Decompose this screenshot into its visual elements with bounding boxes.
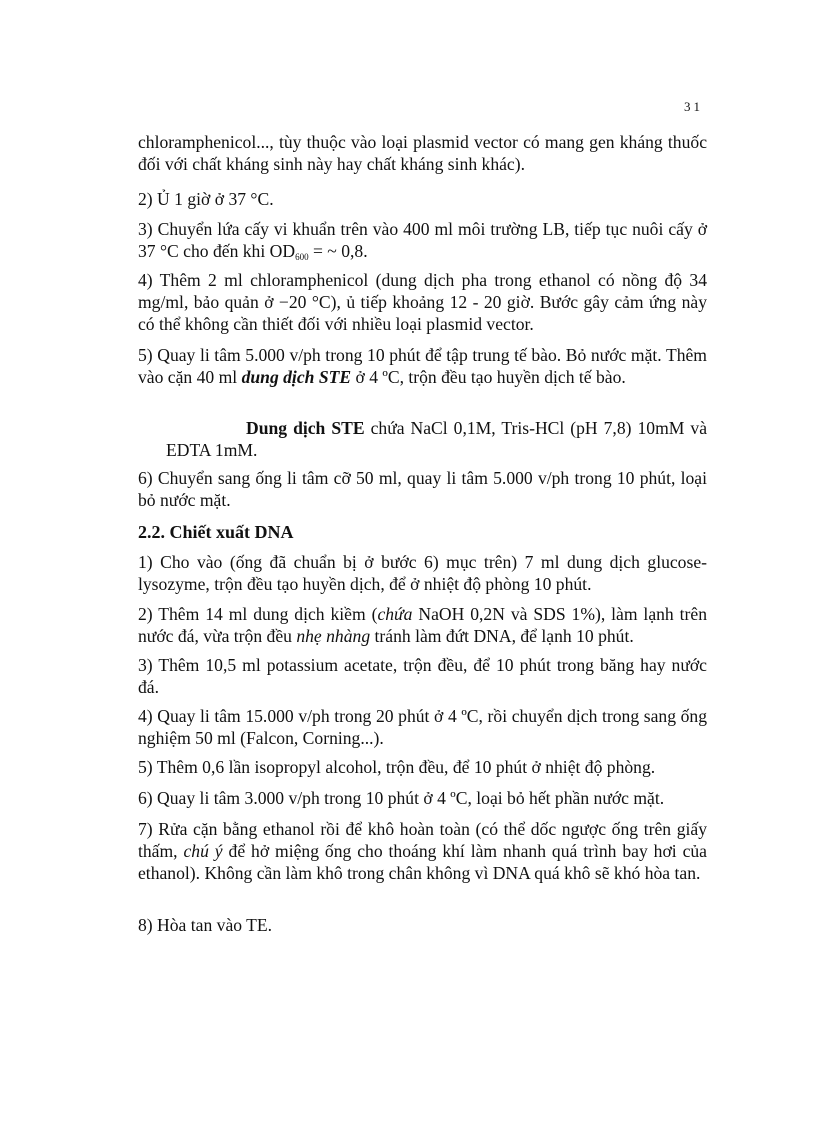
paragraph-text: tránh làm đứt DNA, để lạnh 10 phút. <box>370 626 634 646</box>
paragraph-text: 3) Thêm 10,5 ml potassium acetate, trộn đều, để 10 phút trong băng hay nước đá. <box>138 655 707 697</box>
extract-step-1 <box>138 551 707 595</box>
step-4-chloramphenicol <box>138 269 707 335</box>
paragraph-text: 8) Hòa tan vào TE. <box>138 915 273 935</box>
note-text: chứa NaCl 0,1M, Tris-HCl (pH 7,8) 10mM và EDTA 1mM. <box>166 418 707 460</box>
extract-step-7 <box>138 818 707 884</box>
extract-step-3 <box>138 654 707 698</box>
italic-text: chú ý <box>183 841 223 861</box>
paragraph-text: 6) Quay li tâm 3.000 v/ph trong 10 phút ở 4 ºC, loại bỏ hết phần nước mặt. <box>138 788 665 808</box>
paragraph-text: 5) Quay li tâm 5.000 v/ph trong 10 phút để tập trung tế bào. Bỏ nước mặt. Thêm vào cặn 40 ml <box>138 345 707 387</box>
paragraph-text: để hở miệng ống cho thoáng khí làm nhanh quá trình bay hơi của ethanol). Không cần làm khô trong chân không vì DNA quá khô sẽ khó hòa tan. <box>138 841 707 883</box>
extract-step-4 <box>138 705 707 749</box>
paragraph-text: 6) Chuyển sang ống li tâm cỡ 50 ml, quay li tâm 5.000 v/ph trong 10 phút, loại bỏ nước mặt. <box>138 468 707 510</box>
paragraph-text: 3) Chuyển lứa cấy vi khuẩn trên vào 400 ml môi trường LB, tiếp tục nuôi cấy ở 37 °C cho đến khi OD <box>138 219 707 261</box>
paragraph-text: 7) Rửa cặn bằng ethanol rồi để khô hoàn toàn (có thể dốc ngược ống trên giấy thấm, <box>138 819 707 861</box>
extract-step-8 <box>138 914 707 936</box>
note-term: Dung dịch STE <box>246 418 365 438</box>
paragraph-text: = ~ 0,8. <box>308 241 368 261</box>
section-heading: 2.2. Chiết xuất DNA <box>138 522 294 542</box>
step-6-transfer-tube <box>138 467 707 511</box>
paragraph-text: chloramphenicol..., tùy thuộc vào loại plasmid vector có mang gen kháng thuốc đối với chất kháng sinh này hay chất kháng sinh khác). <box>138 132 707 174</box>
page-number: 31 <box>684 99 703 114</box>
extract-step-6 <box>138 787 707 809</box>
italic-text: nhẹ nhàng <box>296 626 371 646</box>
od-subscript: 600 <box>295 252 309 262</box>
extract-step-5 <box>138 756 707 778</box>
step-5-centrifuge <box>138 344 707 388</box>
ste-solution-note <box>166 417 707 461</box>
paragraph-text: 2) Thêm 14 ml dung dịch kiềm ( <box>138 604 378 624</box>
paragraph-text: 2) Ủ 1 giờ ở 37 °C. <box>138 189 274 209</box>
paragraph-continuation <box>138 131 707 175</box>
step-3-transfer-culture <box>138 218 707 262</box>
paragraph-text: 1) Cho vào (ống đã chuẩn bị ở bước 6) mục trên) 7 ml dung dịch glucose-lysozyme, trộn đều tạo huyền dịch, để ở nhiệt độ phòng 10 phút. <box>138 552 707 594</box>
paragraph-text: 4) Quay li tâm 15.000 v/ph trong 20 phút ở 4 ºC, rồi chuyển dịch trong sang ống nghiệm 50 ml (Falcon, Corning...). <box>138 706 707 748</box>
step-2-incubate <box>138 188 707 210</box>
ste-solution-emphasis: dung dịch STE <box>241 367 352 387</box>
extract-step-2 <box>138 603 707 647</box>
paragraph-text: 5) Thêm 0,6 lần isopropyl alcohol, trộn đều, để 10 phút ở nhiệt độ phòng. <box>138 757 656 777</box>
paragraph-text: 4) Thêm 2 ml chloramphenicol (dung dịch pha trong ethanol có nồng độ 34 mg/ml, bảo quản ở −20 °C), ủ tiếp khoảng 12 - 20 giờ. Bước gây cảm ứng này có thể không cần thiết đối với nhiều loại plasmid vector. <box>138 270 707 334</box>
paragraph-text: NaOH 0,2N và SDS 1%), làm lạnh trên nước đá, vừa trộn đều <box>138 604 707 646</box>
paragraph-text: ở 4 ºC, trộn đều tạo huyền dịch tế bào. <box>351 367 626 387</box>
italic-text: chứa <box>377 604 413 624</box>
